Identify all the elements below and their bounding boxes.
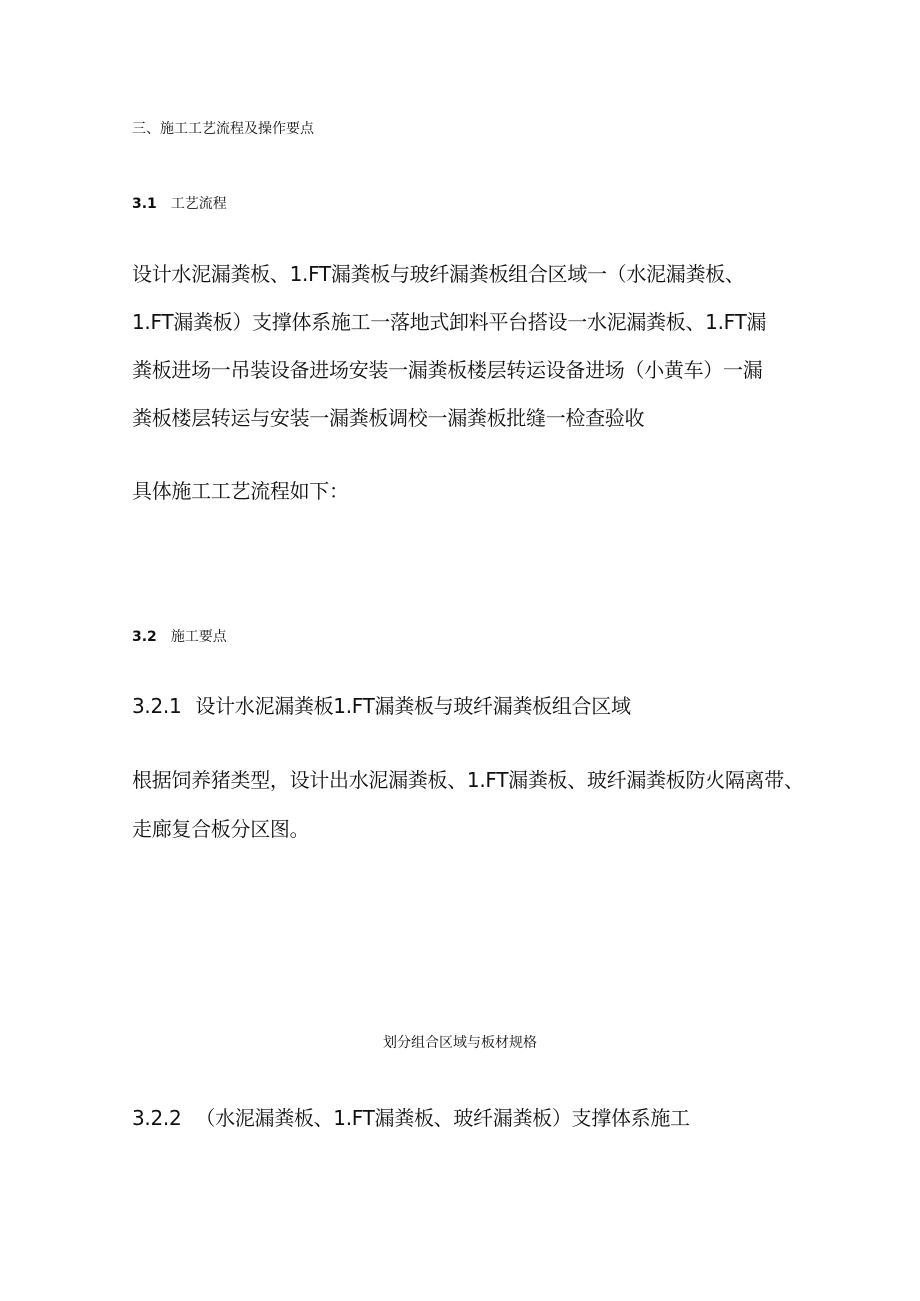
heading-3-2-2-number: 3.2.2 — [132, 1106, 182, 1130]
heading-3-2-2 — [132, 1102, 690, 1131]
flow-paragraph-line-3: 粪板进场一吊装设备进场安装一漏粪板楼层转运设备进场（小黄车）一漏 — [132, 358, 763, 382]
flow-paragraph-line-1: 设计水泥漏粪板、1.FT漏粪板与玻纤漏粪板组合区域一（水泥漏粪板、 — [132, 262, 745, 286]
flow-paragraph-line-2: 1.FT漏粪板）支撑体系施工一落地式卸料平台搭设一水泥漏粪板、1.FT漏 — [132, 310, 767, 334]
heading-3-2-1 — [132, 690, 631, 719]
section-heading: 三、施工工艺流程及操作要点 — [132, 121, 314, 137]
heading-3-2 — [132, 626, 227, 646]
heading-3-2-number: 3.2 — [132, 629, 157, 645]
design-paragraph-line-2: 走廊复合板分区图。 — [132, 817, 310, 841]
heading-3-2-1-number: 3.2.1 — [132, 694, 182, 718]
figure-caption: 划分组合区域与板材规格 — [383, 1035, 537, 1051]
heading-3-1 — [132, 193, 227, 213]
heading-3-1-title: 工艺流程 — [170, 196, 227, 212]
flow-paragraph-line-4: 粪板楼层转运与安装一漏粪板调校一漏粪板批缝一检查验收 — [132, 406, 645, 430]
heading-3-2-2-title: （水泥漏粪板、1.FT漏粪板、玻纤漏粪板）支撑体系施工 — [195, 1106, 690, 1130]
flow-detail-intro: 具体施工工艺流程如下： — [132, 479, 349, 503]
heading-3-2-title: 施工要点 — [170, 629, 227, 645]
heading-3-1-number: 3.1 — [132, 196, 157, 212]
design-paragraph-line-1: 根据饲养猪类型，设计出水泥漏粪板、1.FT漏粪板、玻纤漏粪板防火隔离带、 — [132, 768, 804, 792]
heading-3-2-1-title: 设计水泥漏粪板1.FT漏粪板与玻纤漏粪板组合区域 — [195, 694, 631, 718]
